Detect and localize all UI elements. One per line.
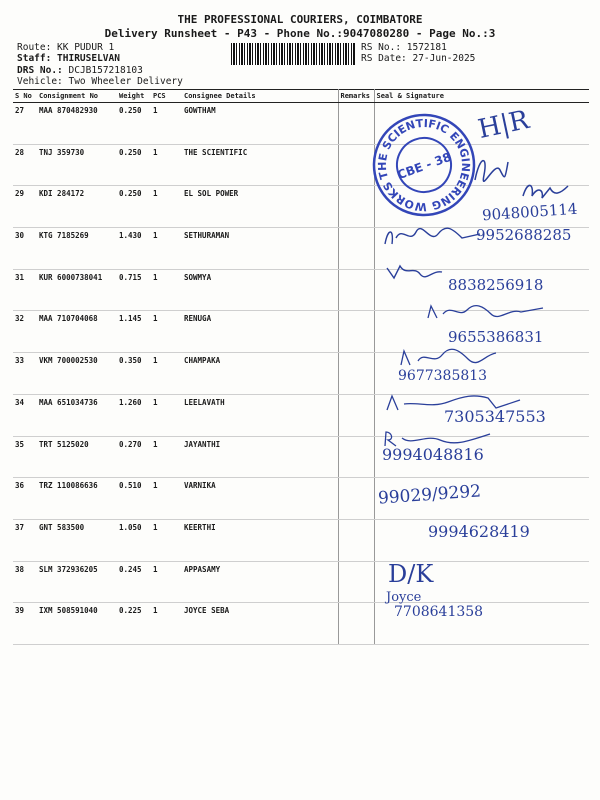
cell-sno: 39	[13, 603, 37, 645]
cell-signature	[374, 603, 589, 645]
cell-remarks	[338, 519, 374, 561]
cell-consignee: GOWTHAM	[182, 103, 338, 145]
table-row	[13, 228, 589, 270]
cell-sno: 34	[13, 394, 37, 436]
col-consignee: Consignee Details	[182, 90, 338, 103]
table-row	[13, 144, 589, 186]
cell-remarks	[338, 394, 374, 436]
table-row	[13, 269, 589, 311]
table-header-row	[13, 90, 589, 103]
drs-value: DCJB157218103	[68, 65, 143, 76]
cell-pcs: 1	[151, 311, 182, 353]
cell-sno: 30	[13, 228, 37, 270]
vehicle-label: Vehicle: Two Wheeler Delivery	[17, 76, 183, 87]
handwritten-phone: 7708641358	[394, 604, 484, 620]
cell-sno: 33	[13, 353, 37, 395]
cell-consignment: KTG 7185269	[37, 228, 117, 270]
cell-weight: 0.245	[117, 561, 151, 603]
cell-weight: 1.430	[117, 228, 151, 270]
cell-pcs: 1	[151, 144, 182, 186]
handwritten-phone: 9677385813	[398, 368, 488, 384]
cell-consignee: JOYCE SEBA	[182, 603, 338, 645]
cell-consignee: APPASAMY	[182, 561, 338, 603]
route-label: Route: KK PUDUR 1	[17, 42, 115, 53]
cell-remarks	[338, 353, 374, 395]
handwritten-phone: 8838256918	[448, 276, 544, 294]
table-row	[13, 561, 589, 603]
col-sno: S No	[13, 90, 37, 103]
table-row	[13, 186, 589, 228]
cell-pcs: 1	[151, 436, 182, 478]
cell-sno: 32	[13, 311, 37, 353]
col-signature: Seal & Signature	[374, 90, 589, 103]
cell-consignment: MAA 710704068	[37, 311, 117, 353]
cell-signature	[374, 561, 589, 603]
cell-consignee: SOWMYA	[182, 269, 338, 311]
cell-weight: 0.250	[117, 103, 151, 145]
stamp-center-text: CBE - 38	[395, 149, 454, 183]
cell-signature	[374, 478, 589, 520]
cell-sno: 29	[13, 186, 37, 228]
cell-pcs: 1	[151, 186, 182, 228]
cell-signature	[374, 394, 589, 436]
table-row	[13, 103, 589, 145]
cell-consignment: SLM 372936205	[37, 561, 117, 603]
cell-remarks	[338, 311, 374, 353]
cell-pcs: 1	[151, 478, 182, 520]
cell-remarks	[338, 478, 374, 520]
staff-label: Staff: THIRUSELVAN	[17, 53, 120, 64]
cell-remarks	[338, 269, 374, 311]
cell-signature	[374, 519, 589, 561]
cell-consignment: KUR 6000738041	[37, 269, 117, 311]
cell-sno: 36	[13, 478, 37, 520]
cell-consignment: TNJ 359730	[37, 144, 117, 186]
cell-consignee: VARNIKA	[182, 478, 338, 520]
handwritten-name: Joyce	[386, 590, 422, 605]
cell-pcs: 1	[151, 103, 182, 145]
cell-sno: 31	[13, 269, 37, 311]
cell-consignment: IXM 508591040	[37, 603, 117, 645]
delivery-table	[13, 89, 589, 645]
handwritten-hr: H|R	[475, 105, 532, 145]
col-weight: Weight	[117, 90, 151, 103]
cell-weight: 0.225	[117, 603, 151, 645]
cell-weight: 1.145	[117, 311, 151, 353]
cell-signature	[374, 311, 589, 353]
handwritten-phone: 7305347553	[444, 407, 546, 426]
handwritten-dk: D/K	[388, 560, 434, 588]
drs-number	[17, 65, 143, 76]
cell-remarks	[338, 561, 374, 603]
handwritten-phone: 99029/9292	[377, 481, 482, 509]
handwritten-phone: 9048005114	[481, 199, 578, 225]
table-row	[13, 478, 589, 520]
handwritten-phone: 9952688285	[476, 226, 572, 244]
cell-weight: 0.250	[117, 144, 151, 186]
cell-signature	[374, 269, 589, 311]
cell-pcs: 1	[151, 228, 182, 270]
rs-number: RS No.: 1572181	[361, 42, 447, 53]
handwritten-phone: 9655386831	[448, 328, 544, 346]
table-row	[13, 519, 589, 561]
cell-remarks	[338, 436, 374, 478]
cell-pcs: 1	[151, 603, 182, 645]
cell-weight: 0.270	[117, 436, 151, 478]
col-pcs: PCS	[151, 90, 182, 103]
cell-consignee: LEELAVATH	[182, 394, 338, 436]
cell-consignment: GNT 583500	[37, 519, 117, 561]
table-row	[13, 436, 589, 478]
cell-consignee: SETHURAMAN	[182, 228, 338, 270]
cell-sno: 38	[13, 561, 37, 603]
cell-weight: 1.050	[117, 519, 151, 561]
cell-pcs: 1	[151, 353, 182, 395]
rs-date: RS Date: 27-Jun-2025	[361, 53, 476, 64]
cell-consignee: CHAMPAKA	[182, 353, 338, 395]
company-seal-stamp	[368, 110, 480, 220]
cell-weight: 0.510	[117, 478, 151, 520]
barcode	[231, 43, 355, 65]
cell-remarks	[338, 603, 374, 645]
cell-pcs: 1	[151, 269, 182, 311]
col-remarks: Remarks	[338, 90, 374, 103]
cell-signature	[374, 228, 589, 270]
cell-consignee: EL SOL POWER	[182, 186, 338, 228]
cell-weight: 0.715	[117, 269, 151, 311]
cell-consignee: THE SCIENTIFIC	[182, 144, 338, 186]
cell-signature	[374, 436, 589, 478]
cell-remarks	[338, 228, 374, 270]
company-title: THE PROFESSIONAL COURIERS, COIMBATORE	[177, 13, 423, 26]
table-row	[13, 603, 589, 645]
cell-consignee: RENUGA	[182, 311, 338, 353]
cell-consignment: TRT 5125020	[37, 436, 117, 478]
cell-pcs: 1	[151, 394, 182, 436]
cell-sno: 28	[13, 144, 37, 186]
cell-signature	[374, 353, 589, 395]
col-consignment: Consignment No	[37, 90, 117, 103]
drs-label: DRS No.:	[17, 65, 63, 76]
cell-weight: 1.260	[117, 394, 151, 436]
cell-weight: 0.250	[117, 186, 151, 228]
cell-consignment: VKM 700002530	[37, 353, 117, 395]
cell-consignee: KEERTHI	[182, 519, 338, 561]
cell-pcs: 1	[151, 561, 182, 603]
cell-consignee: JAYANTHI	[182, 436, 338, 478]
handwritten-phone: 9994628419	[428, 522, 530, 541]
cell-sno: 27	[13, 103, 37, 145]
cell-sno: 35	[13, 436, 37, 478]
cell-consignment: KDI 284172	[37, 186, 117, 228]
cell-consignment: TRZ 110086636	[37, 478, 117, 520]
stamp-ring-text: THE SCIENTIFIC ENGINEERING WORKS	[375, 116, 473, 214]
cell-consignment: MAA 870482930	[37, 103, 117, 145]
table-row	[13, 353, 589, 395]
table-row	[13, 311, 589, 353]
cell-consignment: MAA 651034736	[37, 394, 117, 436]
runsheet-subtitle: Delivery Runsheet - P43 - Phone No.:9047080280 - Page No.:3	[104, 27, 496, 40]
handwritten-phone: 9994048816	[382, 445, 484, 464]
table-row	[13, 394, 589, 436]
cell-weight: 0.350	[117, 353, 151, 395]
cell-sno: 37	[13, 519, 37, 561]
cell-pcs: 1	[151, 519, 182, 561]
